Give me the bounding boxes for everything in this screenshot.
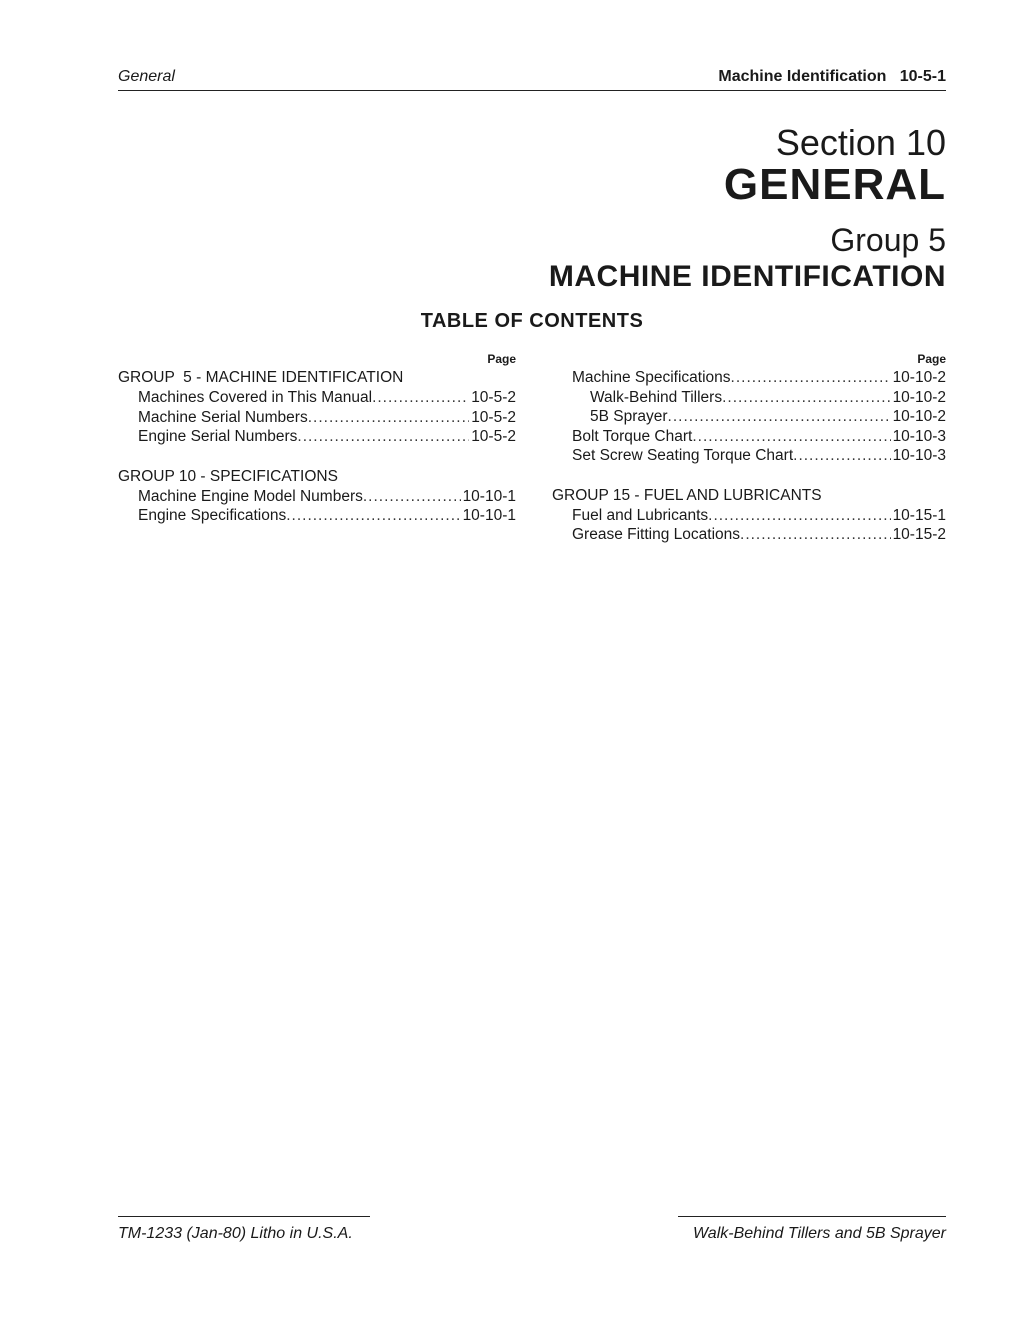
toc-entry-label: Machine Specifications <box>572 369 731 386</box>
leader-dots <box>308 408 469 428</box>
leader-dots <box>740 525 891 545</box>
toc-entry-label: Grease Fitting Locations <box>572 526 741 543</box>
toc-title: TABLE OF CONTENTS <box>420 310 644 332</box>
footer-rule-right <box>678 1216 946 1217</box>
footer-rule-left <box>118 1216 370 1217</box>
toc-entry[interactable] <box>118 506 516 526</box>
toc-entry[interactable] <box>118 427 516 447</box>
leader-dots <box>286 506 460 526</box>
section-label: Section 10 <box>775 122 946 163</box>
leader-dots <box>297 427 469 447</box>
page-column-header: Page <box>917 352 946 366</box>
leader-dots <box>692 427 890 447</box>
header-rule <box>118 90 946 91</box>
toc-left-column <box>118 350 516 526</box>
toc-right-column <box>552 350 946 545</box>
toc-entry-label: Machine Engine Model Numbers <box>138 487 363 505</box>
toc-entry[interactable] <box>552 506 946 526</box>
leader-dots <box>731 368 891 388</box>
leader-dots <box>722 388 890 408</box>
toc-entry[interactable] <box>118 408 516 428</box>
toc-entry-page: 10-10-3 <box>892 447 946 464</box>
page-column-header: Page <box>487 352 516 366</box>
toc-entry-label: Set Screw Seating Torque Chart <box>572 447 794 464</box>
toc-entry-label: Fuel and Lubricants <box>572 506 709 524</box>
toc-entry-page: 10-10-2 <box>892 369 946 386</box>
toc-entry-page: 10-15-1 <box>892 506 946 524</box>
footer-right: Walk-Behind Tillers and 5B Sprayer <box>692 1225 946 1242</box>
group-title: MACHINE IDENTIFICATION <box>548 260 946 293</box>
leader-dots <box>668 407 891 427</box>
toc-entry-page: 10-5-2 <box>471 389 516 406</box>
toc-group-heading: GROUP 5 - MACHINE IDENTIFICATION <box>118 369 404 386</box>
running-header-left: General <box>118 68 175 85</box>
toc-entry[interactable] <box>552 368 946 388</box>
toc-entry-page: 10-10-2 <box>892 388 946 406</box>
toc-entry-label: Walk-Behind Tillers <box>590 388 723 406</box>
toc-entry-page: 10-10-1 <box>462 507 516 524</box>
toc-entry-label: Bolt Torque Chart <box>572 427 693 445</box>
leader-dots <box>372 388 469 408</box>
toc-entry[interactable] <box>552 388 946 408</box>
running-header-right: Machine Identification 10-5-1 <box>718 68 946 85</box>
toc-entry[interactable] <box>118 388 516 408</box>
section-title: GENERAL <box>723 160 946 209</box>
toc-entry[interactable] <box>552 446 946 466</box>
group-label: Group 5 <box>830 222 946 258</box>
toc-entry-label: Engine Specifications <box>138 507 287 524</box>
toc-entry-label: Machine Serial Numbers <box>138 408 308 426</box>
toc-group-heading: GROUP 10 - SPECIFICATIONS <box>118 467 338 485</box>
footer-left: TM-1233 (Jan-80) Litho in U.S.A. <box>118 1225 353 1242</box>
toc-entry-page: 10-10-1 <box>462 487 516 505</box>
leader-dots <box>363 487 461 507</box>
leader-dots <box>793 446 890 466</box>
toc-entry[interactable] <box>552 407 946 427</box>
toc-entry-page: 10-5-2 <box>471 408 516 426</box>
toc-entry-label: 5B Sprayer <box>590 408 668 425</box>
toc-entry[interactable] <box>552 525 946 545</box>
toc-entry-page: 10-15-2 <box>892 526 946 543</box>
toc-entry-page: 10-10-3 <box>892 427 946 445</box>
toc-entry-page: 10-10-2 <box>892 408 946 425</box>
toc-group-heading: GROUP 15 - FUEL AND LUBRICANTS <box>552 486 822 504</box>
toc-entry[interactable] <box>552 427 946 447</box>
toc-entry[interactable] <box>118 487 516 507</box>
toc-entry-label: Machines Covered in This Manual <box>138 389 373 406</box>
leader-dots <box>708 506 890 526</box>
toc-entry-page: 10-5-2 <box>471 428 516 445</box>
toc-entry-label: Engine Serial Numbers <box>138 428 298 445</box>
